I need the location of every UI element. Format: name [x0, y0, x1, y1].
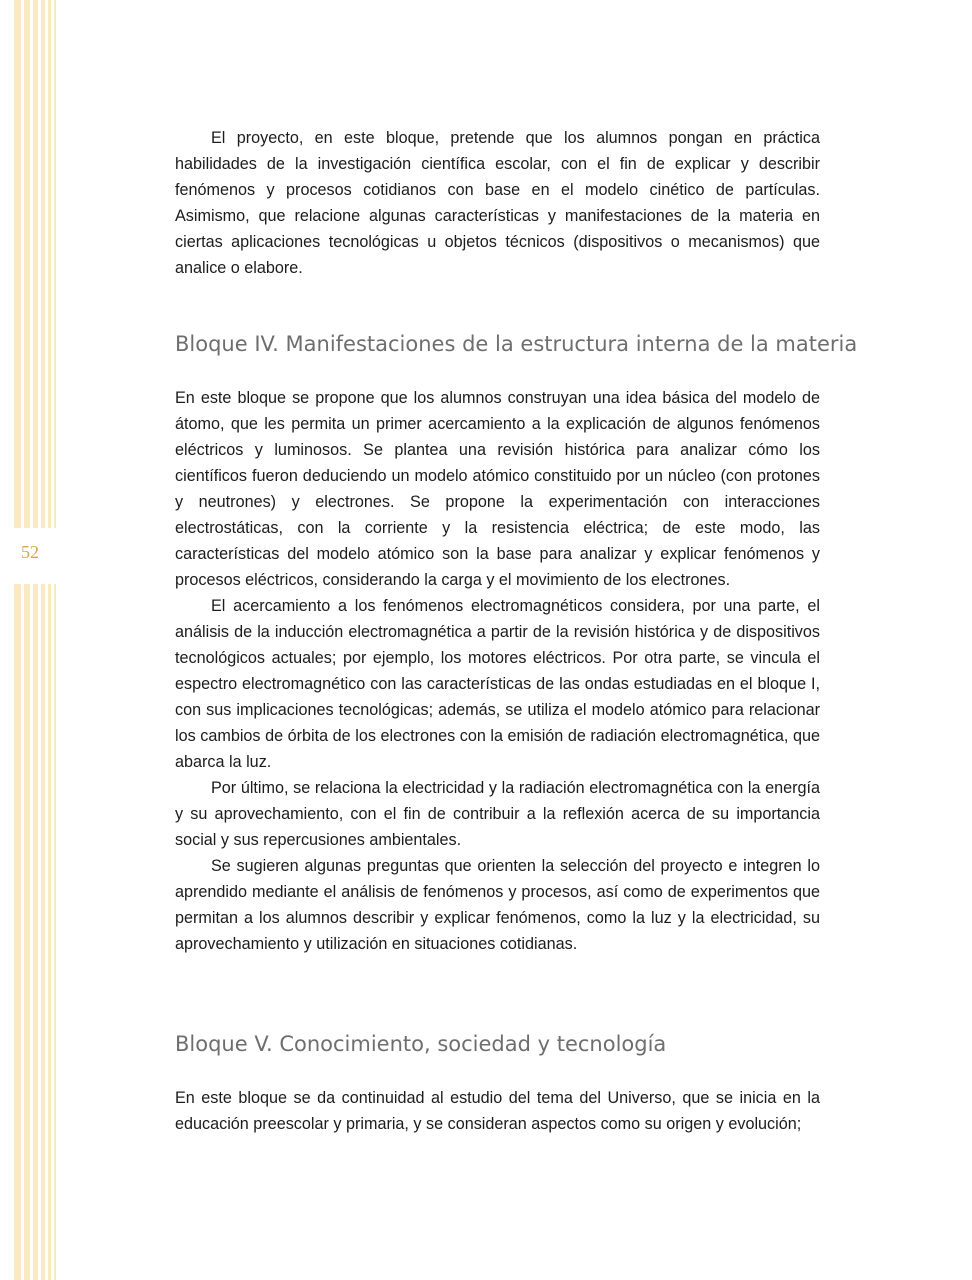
margin-stripe: [33, 0, 38, 1280]
bloque-v-body: [175, 1085, 820, 1137]
bloque-iv-section: [175, 330, 858, 957]
intro-section: [175, 125, 820, 281]
intro-paragraph: El proyecto, en este bloque, pretende que los alumnos pongan en práctica habilidades de la investigación científica escolar, con el fin de explicar y describir fenómenos y procesos cotidianos con base en el modelo cinético de partículas. Asimismo, que relacione algunas características y manifestaciones de la materia en ciertas aplicaciones tecnológicas u objetos técnicos (dispositivos o mecanismos) que analice o elabore.: [175, 129, 820, 277]
bloque-iv-paragraph: Se sugieren algunas preguntas que orienten la selección del proyecto e integren lo aprendido mediante el análisis de fenómenos y procesos, así como de experimentos que permitan a los alumnos describir y explicar fenómenos, como la luz y la electricidad, su aprovechamiento y utilización en situaciones cotidianas.: [175, 857, 820, 953]
page-number: 52: [21, 542, 39, 562]
bloque-iv-body: [175, 385, 820, 957]
bloque-iv-heading: Bloque IV. Manifestaciones de la estructura interna de la materia: [175, 332, 858, 356]
margin-stripe: [48, 0, 51, 1280]
bloque-v-section: [175, 1030, 820, 1137]
margin-stripe: [24, 0, 30, 1280]
margin-stripe: [14, 0, 21, 1280]
bloque-v-heading: Bloque V. Conocimiento, sociedad y tecnología: [175, 1032, 667, 1056]
margin-stripe: [41, 0, 45, 1280]
bloque-iv-paragraph: En este bloque se propone que los alumnos construyan una idea básica del modelo de átomo, que les permita un primer acercamiento a la explicación de algunos fenómenos eléctricos y luminosos. Se plantea una revisión histórica para analizar cómo los científicos fueron deduciendo un modelo atómico constituido por un núcleo (con protones y neutrones) y electrones. Se propone la experimentación con interacciones electrostáticas, con la corriente y la resistencia eléctrica; de este modo, las características del modelo atómico son la base para analizar y explicar fenómenos y procesos eléctricos, considerando la carga y el movimiento de los electrones.: [175, 389, 820, 589]
bloque-iv-paragraph: El acercamiento a los fenómenos electromagnéticos considera, por una parte, el análisis de la inducción electromagnética a partir de la revisión histórica y de dispositivos tecnológicos actuales; por ejemplo, los motores eléctricos. Por otra parte, se vincula el espectro electromagnético con las características de las ondas estudiadas en el bloque I, con sus implicaciones tecnológicas; además, se utiliza el modelo atómico para relacionar los cambios de órbita de los electrones con la emisión de radiación electromagnética, que abarca la luz.: [175, 597, 820, 771]
decorative-margin-stripes: [0, 0, 60, 1280]
bloque-v-paragraph: En este bloque se da continuidad al estudio del tema del Universo, que se inicia en la educación preescolar y primaria, y se consideran aspectos como su origen y evolución;: [175, 1089, 820, 1133]
bloque-iv-paragraph: Por último, se relaciona la electricidad y la radiación electromagnética con la energía y su aprovechamiento, con el fin de contribuir a la reflexión acerca de su importancia social y sus repercusiones ambientales.: [175, 779, 820, 849]
margin-stripe: [54, 0, 56, 1280]
